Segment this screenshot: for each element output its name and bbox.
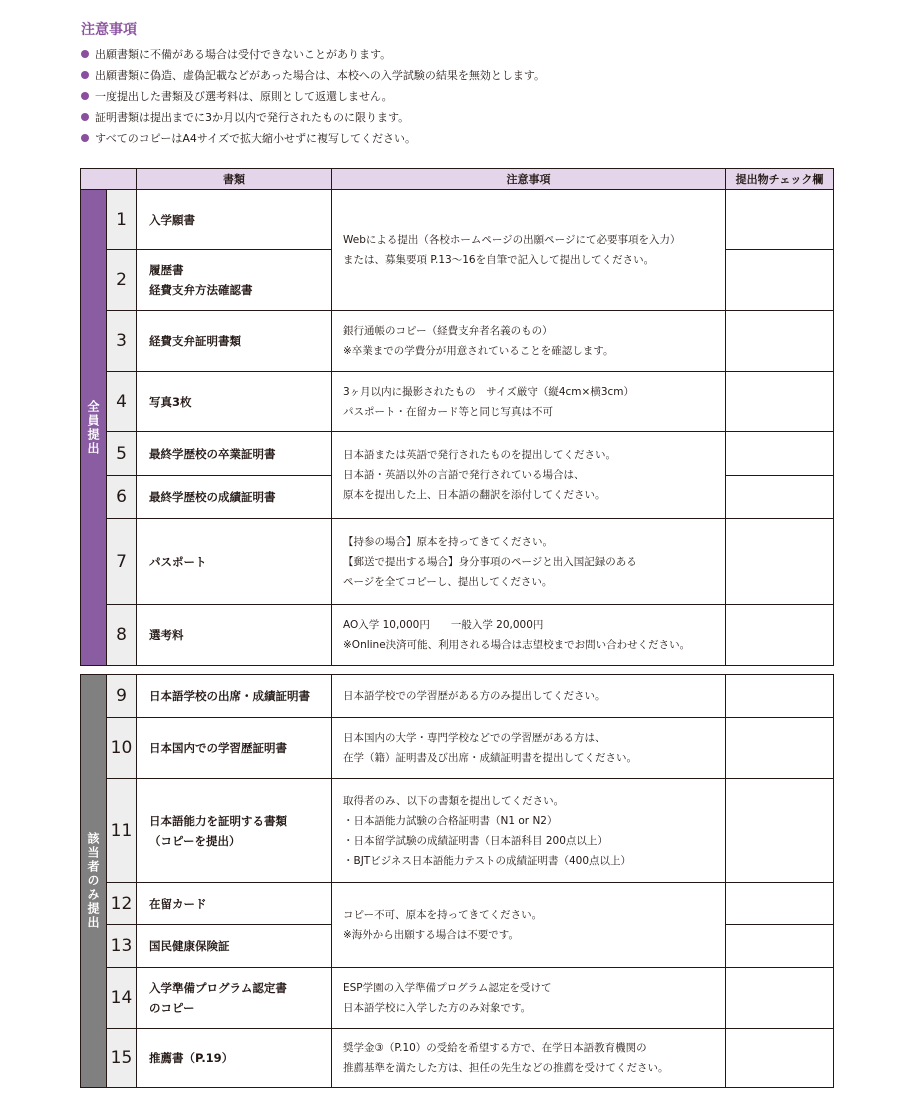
check-box[interactable] [726,925,834,968]
header-documents: 書類 [137,169,332,190]
note-cell: 【持参の場合】原本を持ってきてください。 【郵送で提出する場合】身分事項のページと出入国記録のある ページを全てコピーし、提出してください。 [332,519,726,605]
document-name: 入学準備プログラム認定書 のコピー [137,968,332,1029]
row-number: 7 [107,519,137,605]
notice-title: 注意事項 [81,22,137,38]
check-box[interactable] [726,190,834,250]
check-box[interactable] [726,883,834,925]
notice-text: 証明書類は提出までに3か月以内で発行されたものに限ります。 [95,111,410,124]
check-box[interactable] [726,605,834,666]
document-name: 履歴書 経費支弁方法確認書 [137,250,332,311]
table-row [81,519,834,605]
document-name: 国民健康保険証 [137,925,332,968]
notice-text: すべてのコピーはA4サイズで拡大縮小せずに複写してください。 [95,132,416,145]
group-label-applicable: 該当者のみ提出 [81,675,107,1088]
row-number: 1 [107,190,137,250]
table-row [81,190,834,250]
check-box[interactable] [726,372,834,432]
table-row [81,311,834,372]
document-name: 日本国内での学習歴証明書 [137,718,332,779]
bullet-icon [81,50,89,58]
document-name: 最終学歴校の成績証明書 [137,476,332,519]
row-number: 10 [107,718,137,779]
row-number: 14 [107,968,137,1029]
note-cell: コピー不可、原本を持ってきてください。 ※海外から出願する場合は不要です。 [332,883,726,968]
row-number: 6 [107,476,137,519]
row-number: 2 [107,250,137,311]
table-header-row [81,169,834,190]
row-number: 11 [107,779,137,883]
bullet-icon [81,71,89,79]
note-cell: 奨学金③（P.10）の受給を希望する方で、在学日本語教育機関の 推薦基準を満たした方は、担任の先生などの推薦を受けてください。 [332,1029,726,1088]
row-number: 8 [107,605,137,666]
check-box[interactable] [726,718,834,779]
table-row [81,883,834,925]
group-label-all: 全員提出 [81,190,107,666]
notice-item [81,44,545,65]
note-cell: AO入学 10,000円 一般入学 20,000円 ※Online決済可能、利用される場合は志望校までお問い合わせください。 [332,605,726,666]
document-name: 入学願書 [137,190,332,250]
table-row [81,372,834,432]
document-name: 推薦書（P.19） [137,1029,332,1088]
row-number: 13 [107,925,137,968]
document-name: 選考料 [137,605,332,666]
notice-item [81,86,545,107]
row-number: 9 [107,675,137,718]
note-cell: Webによる提出（各校ホームページの出願ページにて必要事項を入力） または、募集要項 P.13～16を自筆で記入して提出してください。 [332,190,726,311]
document-name: 経費支弁証明書類 [137,311,332,372]
notice-item [81,128,545,149]
document-name: パスポート [137,519,332,605]
bullet-icon [81,113,89,121]
note-cell: ESP学園の入学準備プログラム認定を受けて 日本語学校に入学した方のみ対象です。 [332,968,726,1029]
note-cell: 3ヶ月以内に撮影されたもの サイズ厳守（縦4cm×横3cm） パスポート・在留カード等と同じ写真は不可 [332,372,726,432]
table-row [81,605,834,666]
document-name: 最終学歴校の卒業証明書 [137,432,332,476]
row-number: 12 [107,883,137,925]
document-name: 日本語学校の出席・成績証明書 [137,675,332,718]
header-notes: 注意事項 [332,169,726,190]
document-name: 在留カード [137,883,332,925]
notice-list [81,44,545,149]
check-box[interactable] [726,779,834,883]
table-row [81,675,834,718]
check-box[interactable] [726,476,834,519]
table-row [81,779,834,883]
note-cell: 取得者のみ、以下の書類を提出してください。 ・日本語能力試験の合格証明書（N1 or N2） ・日本留学試験の成績証明書（日本語科目 200点以上） ・BJTビジネス日本語能力テストの成績証明書（400点以上） [332,779,726,883]
header-check: 提出物チェック欄 [726,169,834,190]
note-cell: 日本語または英語で発行されたものを提出してください。 日本語・英語以外の言語で発行されている場合は、 原本を提出した上、日本語の翻訳を添付してください。 [332,432,726,519]
bullet-icon [81,134,89,142]
notice-text: 出願書類に偽造、虚偽記載などがあった場合は、本校への入学試験の結果を無効とします。 [95,69,546,82]
header-blank [81,169,137,190]
check-box[interactable] [726,432,834,476]
table-row [81,1029,834,1088]
note-cell: 日本語学校での学習歴がある方のみ提出してください。 [332,675,726,718]
documents-table-applicable [80,674,834,1088]
check-box[interactable] [726,1029,834,1088]
check-box[interactable] [726,519,834,605]
notice-text: 一度提出した書類及び選考料は、原則として返還しません。 [95,90,393,103]
document-name: 日本語能力を証明する書類 （コピーを提出） [137,779,332,883]
notice-item [81,107,545,128]
check-box[interactable] [726,675,834,718]
document-name: 写真3枚 [137,372,332,432]
documents-table-all [80,168,834,666]
row-number: 3 [107,311,137,372]
check-box[interactable] [726,250,834,311]
notice-item [81,65,545,86]
row-number: 15 [107,1029,137,1088]
notice-text: 出願書類に不備がある場合は受付できないことがあります。 [95,48,392,61]
table-row [81,968,834,1029]
row-number: 5 [107,432,137,476]
check-box[interactable] [726,311,834,372]
check-box[interactable] [726,968,834,1029]
row-number: 4 [107,372,137,432]
table-row [81,718,834,779]
note-cell: 日本国内の大学・専門学校などでの学習歴がある方は、 在学（籍）証明書及び出席・成績証明書を提出してください。 [332,718,726,779]
bullet-icon [81,92,89,100]
table-row [81,432,834,476]
note-cell: 銀行通帳のコピー（経費支弁者名義のもの） ※卒業までの学費分が用意されていることを確認します。 [332,311,726,372]
